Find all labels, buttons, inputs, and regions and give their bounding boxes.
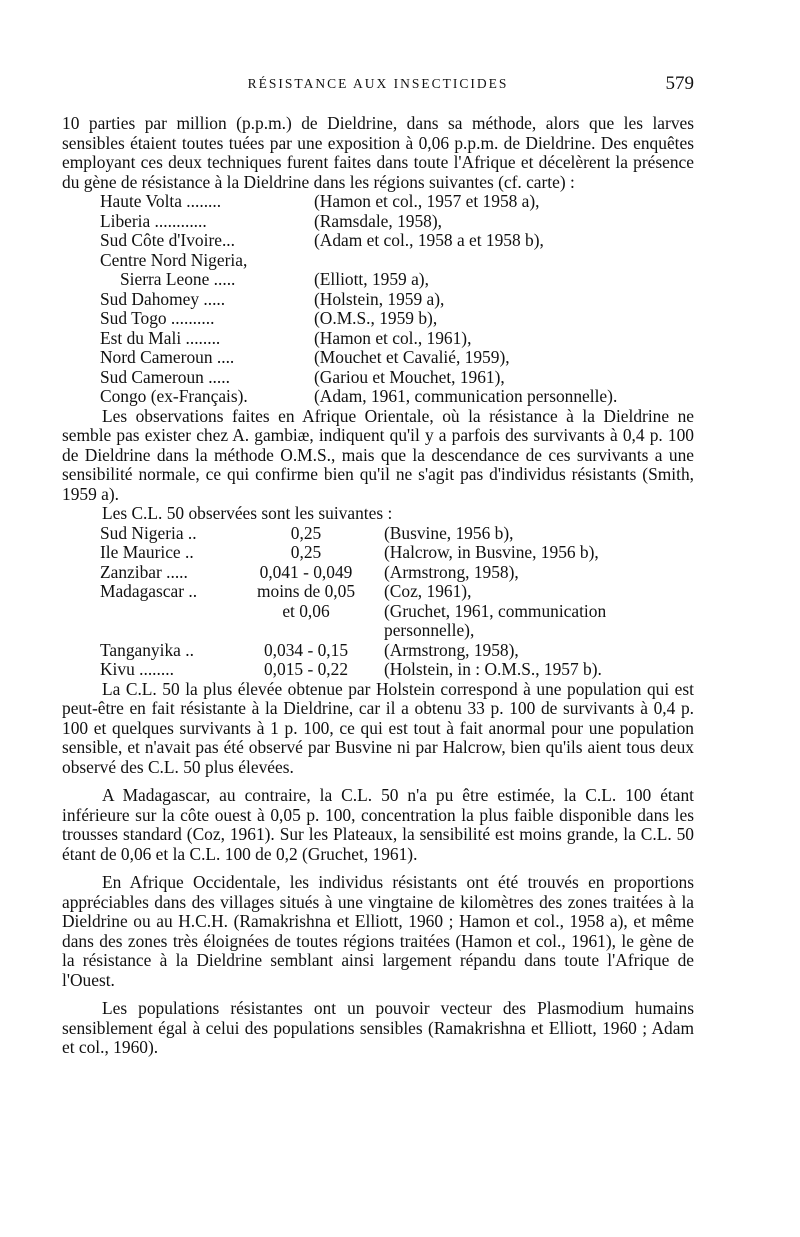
region-cell: Sud Nigeria .. (100, 522, 197, 543)
region-cell: Ile Maurice .. (100, 542, 194, 562)
region-cell: Liberia ............ (100, 210, 207, 231)
region-cell: Sud Côte d'Ivoire... (100, 230, 235, 250)
running-title: RÉSISTANCE AUX INSECTICIDES (247, 76, 509, 91)
region-cell: Sud Dahomey ..... (100, 288, 226, 309)
value-cell: 0,25 (290, 522, 322, 543)
paragraph-3: Les C.L. 50 observées sont les suivantes : (102, 503, 393, 523)
lc50-table (100, 524, 694, 680)
value-cell: 0,015 - 0,22 (263, 659, 349, 679)
page-header (62, 70, 694, 100)
region-cell: Sud Togo .......... (100, 308, 215, 328)
region-cell: Nord Cameroun .... (100, 347, 235, 367)
region-cell: Tanganyika .. (100, 639, 194, 660)
reference-cell (314, 251, 694, 271)
value-cell: 0,041 - 0,049 (259, 561, 353, 582)
region-cell: Sud Cameroun ..... (100, 366, 230, 387)
region-cell: Centre Nord Nigeria, (100, 249, 248, 270)
reference-cell: (Adam, 1961, communication personnelle). (314, 386, 618, 406)
reference-cell: (Ramsdale, 1958), (314, 210, 442, 231)
region-cell: Madagascar .. (100, 581, 198, 601)
reference-cell: (O.M.S., 1959 b), (314, 308, 438, 328)
paragraph-2: Les observations faites en Afrique Orientale, où la résistance à la Dieldrine ne semble pas exister chez A. gambiæ, indiquent qu'il y a parfois des survivants à 0,4 p. 100 de Dieldrine dans la méthode O.M.S., mais que la descendance de ces survivants a une sensibilité normale, ce qui confirme bien qu'il ne s'agit pas d'individus résistants (Smith, 1959 a). (62, 405, 694, 504)
paragraph-4: La C.L. 50 la plus élevée obtenue par Holstein correspond à une population qui est peut-être en fait résistante à la Dieldrine, car il a obtenu 33 p. 100 de survivants à 0,4 p. 100 et quelques survivants à 1 p. 100, ce qui est tout à fait anormal pour une population sensible, et n'avait pas été observé par Busvine ni par Halcrow, bien qu'ils aient tous deux observé des C.L. 50 plus élevées. (62, 678, 694, 777)
region-cell: Zanzibar ..... (100, 561, 188, 582)
reference-cell: (Busvine, 1956 b), (384, 522, 514, 543)
region-cell: Haute Volta ........ (100, 191, 222, 211)
reference-cell: (Hamon et col., 1961), (314, 327, 472, 348)
value-cell: et 0,06 (282, 600, 330, 621)
page-body (62, 114, 694, 1058)
reference-cell: (Elliott, 1959 a), (314, 269, 429, 289)
reference-cell: (Holstein, in : O.M.S., 1957 b). (384, 659, 602, 679)
value-cell: moins de 0,05 (256, 581, 356, 601)
reference-cell: (Halcrow, in Busvine, 1956 b), (384, 542, 599, 562)
paragraph-7: Les populations résistantes ont un pouvoir vecteur des Plasmodium humains sensiblement égal à celui des populations sensibles (Ramakrishna et Elliott, 1960 ; Adam et col., 1960). (62, 998, 694, 1057)
region-cell: Sierra Leone ..... (120, 269, 236, 289)
reference-cell: (Mouchet et Cavalié, 1959), (314, 347, 510, 367)
value-cell: 0,034 - 0,15 (263, 639, 349, 660)
paragraph-1: 10 parties par million (p.p.m.) de Dieldrine, dans sa méthode, alors que les larves sensibles étaient toutes tuées par une exposition à 0,06 p.p.m. de Dieldrine. Des enquêtes employant ces deux techniques furent faites dans toute l'Afrique et décelèrent la présence du gène de résistance à la Dieldrine dans les régions suivantes (cf. carte) : (62, 113, 694, 192)
reference-cell: (Gruchet, 1961, communication personnelle), (384, 600, 607, 640)
paragraph-6: En Afrique Occidentale, les individus résistants ont été trouvés en proportions appréciables dans des villages situés à une vingtaine de kilomètres des zones traitées à la Dieldrine ou au H.C.H. (Ramakrishna et Elliott, 1960 ; Hamon et col., 1958 a), et même dans des zones très éloignées de toutes régions traitées (Hamon et col., 1961), le gène de la résistance à la Dieldrine semblant ainsi largement répandu dans toute l'Afrique de l'Ouest. (62, 872, 694, 990)
region-cell (100, 602, 228, 641)
region-cell: Est du Mali ........ (100, 327, 221, 348)
reference-cell: (Armstrong, 1958), (384, 561, 519, 582)
reference-cell: (Armstrong, 1958), (384, 639, 519, 660)
resistance-regions-table (100, 192, 694, 407)
reference-cell: (Holstein, 1959 a), (314, 288, 445, 309)
reference-cell: (Gariou et Mouchet, 1961), (314, 366, 505, 387)
value-cell: 0,25 (290, 542, 322, 562)
reference-cell: (Adam et col., 1958 a et 1958 b), (314, 230, 544, 250)
page-number: 579 (665, 73, 694, 94)
reference-cell: (Coz, 1961), (384, 581, 472, 601)
region-cell: Kivu ........ (100, 659, 174, 679)
reference-cell: (Hamon et col., 1957 et 1958 a), (314, 191, 540, 211)
paragraph-5: A Madagascar, au contraire, la C.L. 50 n'a pu être estimée, la C.L. 100 étant inférieure sur la côte ouest à 0,05 p. 100, concentration la plus faible disponible dans les trousses standard (Coz, 1961). Sur les Plateaux, la sensibilité est moins grande, la C.L. 50 étant de 0,06 et la C.L. 100 de 0,2 (Gruchet, 1961). (62, 785, 694, 864)
region-cell: Congo (ex-Français). (100, 386, 248, 406)
